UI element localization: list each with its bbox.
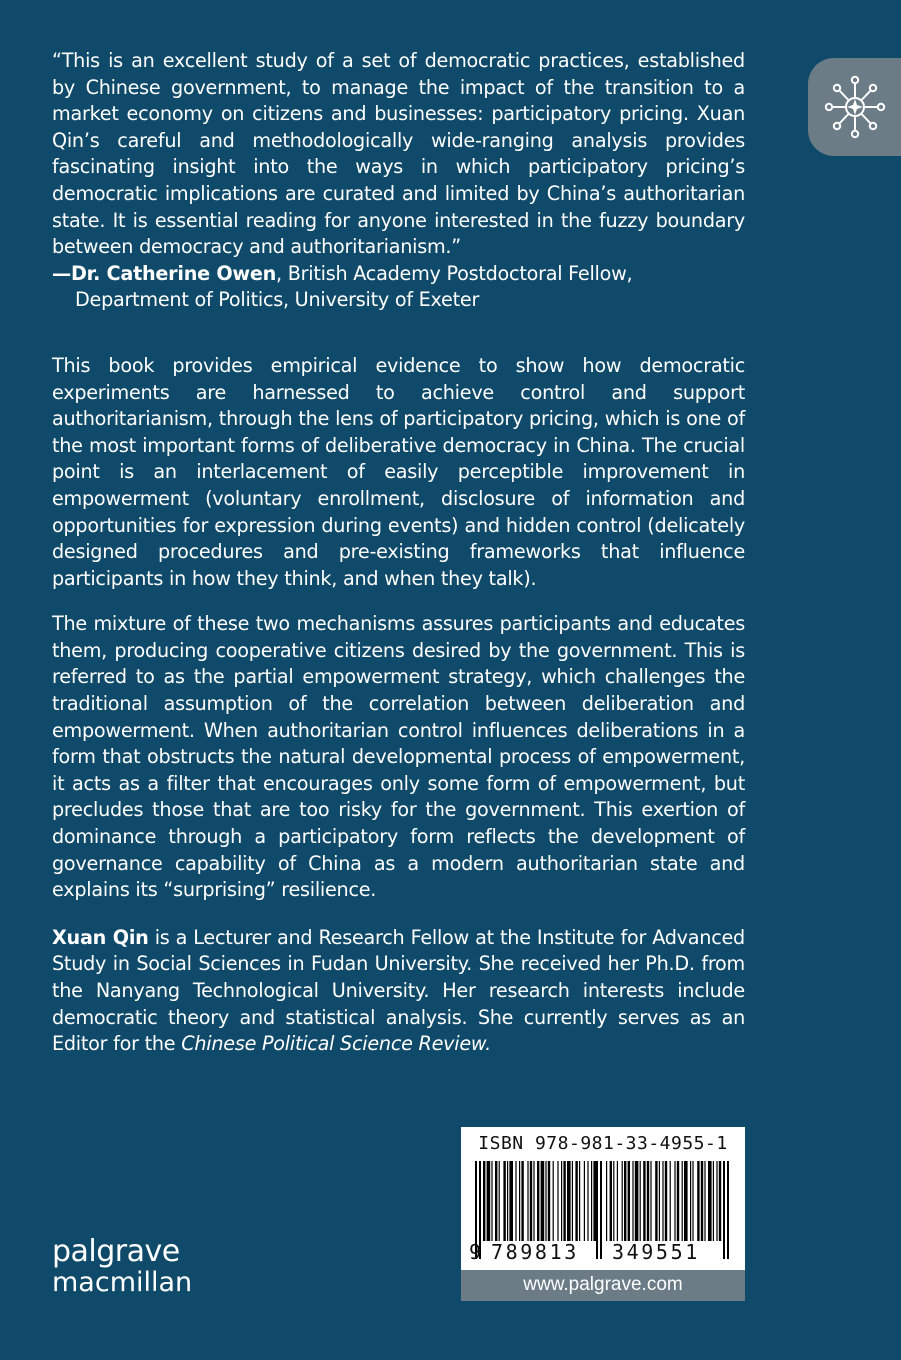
barcode-guard-bar (596, 1161, 598, 1259)
barcode-bar (587, 1161, 588, 1241)
barcode-bar (521, 1161, 523, 1241)
barcode-bar (613, 1161, 614, 1241)
barcode-bar (635, 1161, 639, 1241)
barcode-bar (575, 1161, 577, 1241)
barcode-guard-bar (727, 1161, 729, 1259)
barcode-bar (628, 1161, 630, 1241)
barcode-bar (507, 1161, 508, 1241)
barcode-bar (632, 1161, 633, 1241)
barcode-bar (622, 1161, 623, 1241)
barcode-bar (624, 1161, 626, 1241)
barcode-bar (530, 1161, 532, 1241)
barcode-bar (563, 1161, 565, 1241)
barcode-bar (557, 1161, 558, 1241)
endorser-affiliation: , British Academy Postdoctoral Fellow, Department of Politics, University of Exeter (75, 261, 633, 312)
barcode-bar (701, 1161, 703, 1241)
barcode-bar (713, 1161, 714, 1241)
barcode-bar (674, 1161, 675, 1241)
barcode-bar (659, 1161, 660, 1241)
barcode-bar (606, 1161, 607, 1241)
barcode-bar (548, 1161, 550, 1241)
barcode-bar (690, 1161, 691, 1241)
isbn-label: ISBN 978-981-33-4955-1 (478, 1133, 728, 1154)
barcode-bar (640, 1161, 641, 1241)
publisher-wordmark (52, 1236, 192, 1298)
barcode-bar (509, 1161, 513, 1241)
endorser-name: —Dr. Catherine Owen (52, 261, 277, 285)
isbn-barcode (461, 1127, 745, 1301)
barcode-guard-bar (723, 1161, 725, 1259)
description-paragraph-1: This book provides empirical evidence to show how democratic experiments are harnessed to achieve control and support authoritarianism, through the lens of participatory pricing, which is one of the most important forms of deliberative democracy in China. The crucial point is an interlacement of easily perceptible improvement in empowerment (voluntary enrollment, disclosure of information and opportunities for expression during events) and hidden control (delicately designed procedures and pre-existing frameworks that influence participants in how they think, and when they talk). (52, 353, 745, 590)
barcode-bar (682, 1161, 683, 1241)
author-bio (52, 925, 745, 1058)
barcode-bar (567, 1161, 571, 1241)
barcode-bar (670, 1161, 671, 1241)
publisher-name-line1: palgrave (52, 1234, 180, 1269)
barcode-bar (537, 1161, 539, 1241)
barcode-left-group: 789813 (491, 1240, 579, 1264)
barcode-bar (483, 1161, 485, 1241)
barcode-bar (499, 1161, 500, 1241)
barcode-bar (527, 1161, 528, 1241)
barcode-bar (487, 1161, 491, 1241)
barcode-bar (541, 1161, 545, 1241)
endorsement-attribution (52, 261, 745, 314)
barcode-bar (545, 1161, 546, 1241)
barcode-bar (665, 1161, 667, 1241)
barcode-bar (655, 1161, 657, 1241)
barcode-first-digit: 9 (469, 1240, 482, 1264)
barcode-bar (495, 1161, 497, 1241)
barcode-guard-bar (600, 1161, 602, 1259)
barcode-bar (561, 1161, 562, 1241)
barcode-bar (503, 1161, 505, 1241)
barcode-bar (519, 1161, 520, 1241)
barcode-bar (684, 1161, 688, 1241)
author-bio-text: is a Lecturer and Research Fellow at the Institute for Advanced Study in Social Sciences in Fudan University. She received her Ph.D. from the Nanyang Technological University. Her research interests include democratic theory and statistical analysis. She currently serves as an Editor for the (52, 925, 745, 1056)
barcode-bar (584, 1161, 585, 1241)
barcode-bar (719, 1161, 721, 1241)
barcode-bar (716, 1161, 717, 1241)
publisher-name-line2: macmillan (52, 1267, 193, 1298)
barcode-bar (579, 1161, 580, 1241)
barcode-bar (697, 1161, 699, 1241)
barcode-bar (708, 1161, 712, 1241)
barcode-bar (677, 1161, 679, 1241)
barcode-bar (617, 1161, 618, 1241)
barcode-bar (704, 1161, 705, 1241)
barcode-bar (553, 1161, 554, 1241)
barcode-bar (533, 1161, 534, 1241)
publisher-url: www.palgrave.com (461, 1270, 745, 1301)
palgrave-sparkle-icon (822, 73, 888, 141)
barcode-bar (591, 1161, 592, 1241)
description-paragraph-2: The mixture of these two mechanisms assures participants and educates them, producing cooperative citizens desired by the government. This is referred to as the partial empowerment strategy, which challenges the traditional assumption of the correlation between deliberation and empowerment. When authoritarian control influences deliberations in a form that obstructs the natural developmental process of empowerment, it acts as a filter that encourages only some form of empowerment, but precludes those that are too risky for the government. This exertion of dominance through a participatory form reflects the development of governance capability of China as a modern authoritarian state and explains its “surprising” resilience. (52, 612, 745, 902)
barcode-bar (692, 1161, 693, 1241)
barcode-bar (643, 1161, 645, 1241)
journal-title: Chinese Political Science Review. (181, 1032, 491, 1056)
barcode-bar (650, 1161, 651, 1241)
barcode-right-group: 349551 (612, 1240, 700, 1264)
back-cover-text (52, 48, 745, 1058)
barcode-bar (662, 1161, 663, 1241)
barcode-bar (515, 1161, 516, 1241)
author-name: Xuan Qin (52, 925, 149, 949)
barcode-bar (610, 1161, 612, 1241)
barcode-bar (647, 1161, 649, 1241)
endorsement-quote: “This is an excellent study of a set of democratic practices, established by Chinese government, to manage the impact of the transition to a market economy on citizens and businesses: participatory pricing. Xuan Qin’s careful and methodologically wide-ranging analysis provides fascinating insight into the ways in which participatory pricing’s democratic implications are curated and limited by China’s authoritarian state. It is essential reading for anyone interested in the fuzzy boundary between democracy and authoritarianism.” (52, 49, 745, 259)
palgrave-logo-badge (808, 58, 901, 156)
barcode-bar (572, 1161, 573, 1241)
barcode-bar (491, 1161, 492, 1241)
